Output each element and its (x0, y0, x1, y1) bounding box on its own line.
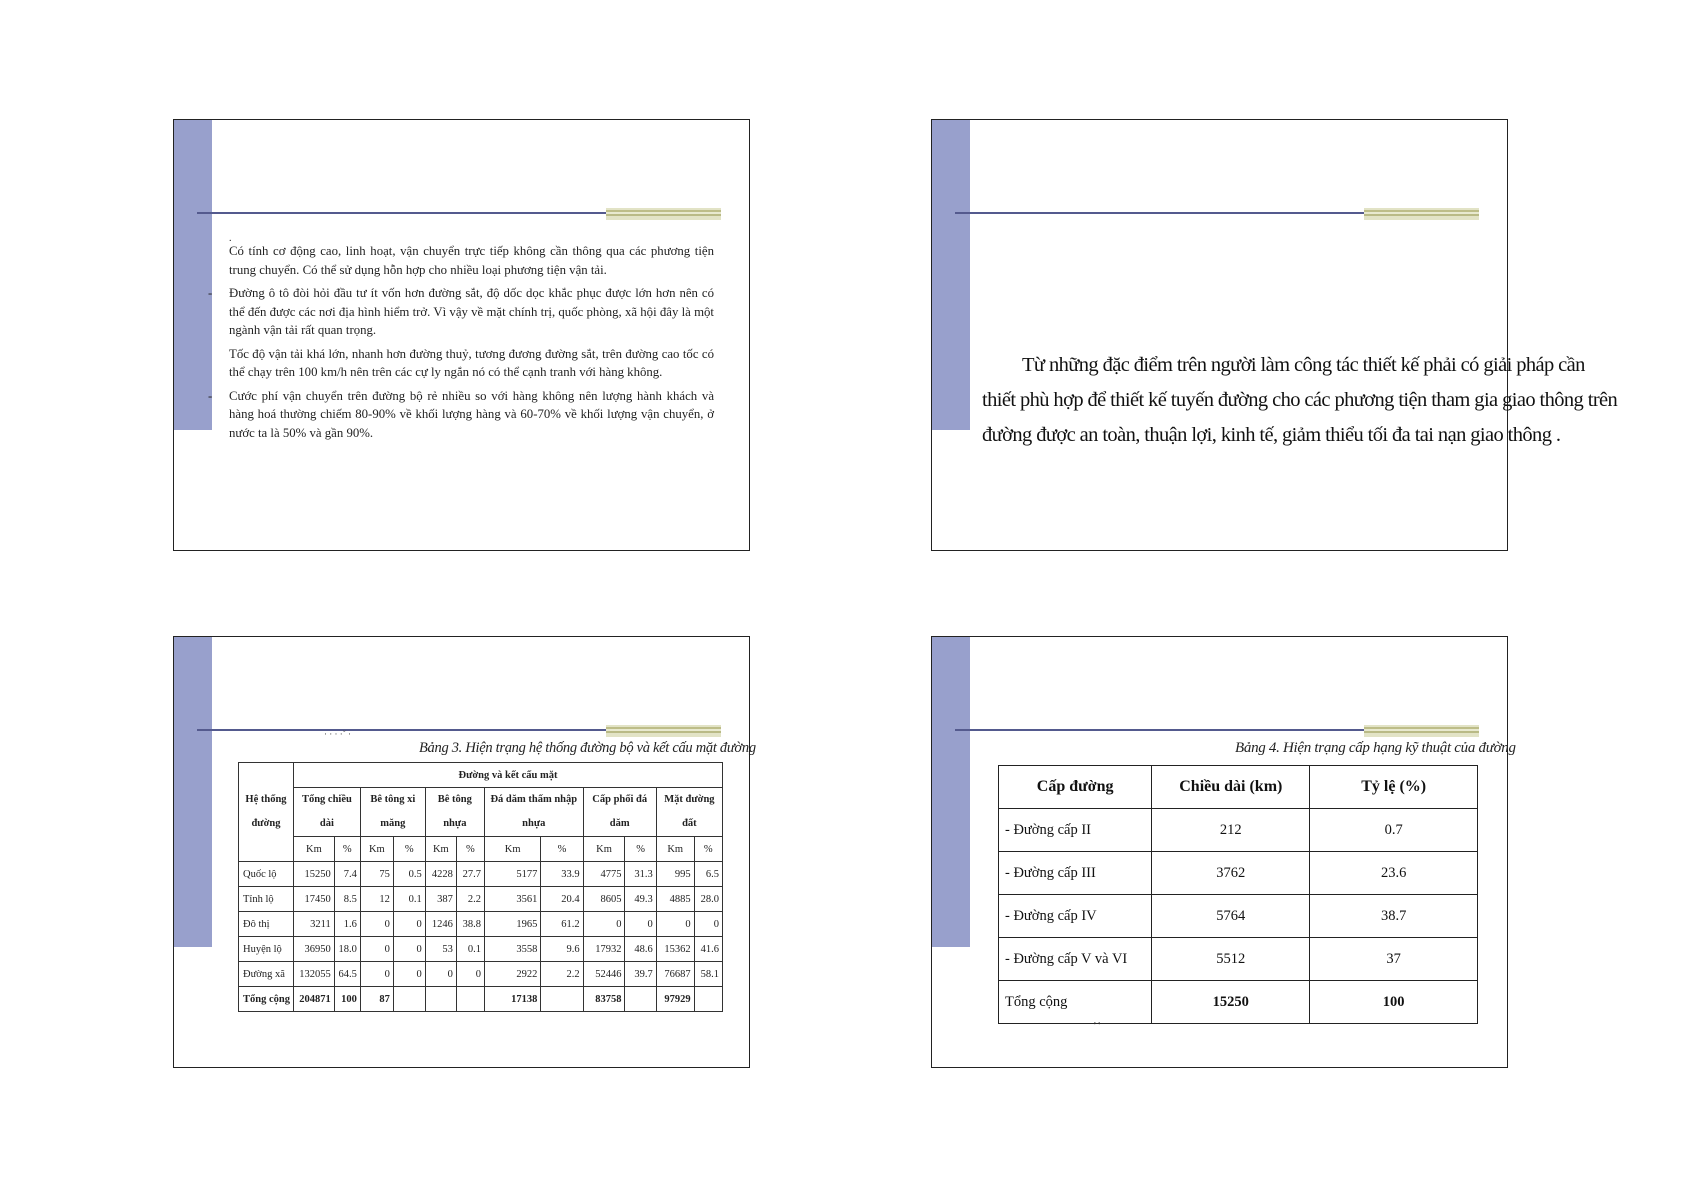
paragraph-3 (229, 345, 714, 382)
table-cell: 17450 (294, 887, 335, 912)
unit-cell: Km (484, 837, 540, 862)
table-row (999, 809, 1478, 852)
row-label: - Đường cấp III (999, 852, 1152, 895)
paragraph-4 (208, 387, 714, 443)
table-cell: 48.6 (625, 937, 656, 962)
table-cell: 995 (656, 862, 694, 887)
table-cell: 15250 (1152, 981, 1310, 1024)
table-cell: 132055 (294, 962, 335, 987)
slide-sidebar-decoration (174, 637, 212, 947)
table-cell: 7.4 (334, 862, 360, 887)
table-cell: 87 (360, 987, 393, 1012)
table-cell (425, 987, 456, 1012)
table-cell: 38.8 (456, 912, 484, 937)
table-cell: 5764 (1152, 895, 1310, 938)
table-row (999, 938, 1478, 981)
units-row (239, 837, 723, 862)
table-cell (393, 987, 425, 1012)
row-label: - Đường cấp IV (999, 895, 1152, 938)
table-cell: 39.7 (625, 962, 656, 987)
table-cell: 0 (456, 962, 484, 987)
table-cell: 41.6 (694, 937, 722, 962)
table-cell: 0 (694, 912, 722, 937)
group-header: Đường và kết cấu mặt (294, 763, 723, 788)
header-cell: Tỷ lệ (%) (1310, 766, 1478, 809)
table-cell: 8605 (583, 887, 625, 912)
unit-cell: Km (294, 837, 335, 862)
table-cell: 0 (656, 912, 694, 937)
table-4-caption: Bảng 4. Hiện trạng cấp hạng kỹ thuật của đường (1235, 740, 1516, 756)
table-cell (694, 987, 722, 1012)
unit-cell: Km (360, 837, 393, 862)
accent-bar (606, 208, 721, 220)
dash-bullet: - (208, 388, 213, 403)
body-line-2: thiết phù hợp để thiết kế tuyến đường cho các phương tiện tham gia giao thông trên (982, 389, 1618, 411)
row-label: - Đường cấp V và VI (999, 938, 1152, 981)
header-cell: Cấp đường (999, 766, 1152, 809)
table-cell: 0 (360, 962, 393, 987)
table-cell: 12 (360, 887, 393, 912)
table-cell: 0 (583, 912, 625, 937)
bullet-mark: . (229, 233, 232, 244)
table-cell: 64.5 (334, 962, 360, 987)
table-cell: 33.9 (541, 862, 583, 887)
table-cell: 37 (1310, 938, 1478, 981)
table-cell: 212 (1152, 809, 1310, 852)
table-row (239, 962, 723, 987)
table-cell: 4775 (583, 862, 625, 887)
table-cell: 8.5 (334, 887, 360, 912)
table-cell: 23.6 (1310, 852, 1478, 895)
table-cell: 38.7 (1310, 895, 1478, 938)
table-cell (625, 987, 656, 1012)
table-3-caption: Bảng 3. Hiện trạng hệ thống đường bộ và kết cấu mặt đường (419, 740, 756, 756)
table-cell: 49.3 (625, 887, 656, 912)
table-cell: 0.5 (393, 862, 425, 887)
slide-sidebar-decoration (932, 120, 970, 430)
table-cell: 27.7 (456, 862, 484, 887)
unit-cell: % (393, 837, 425, 862)
table-cell: 0 (393, 937, 425, 962)
table-cell (541, 987, 583, 1012)
table-cell: 2.2 (456, 887, 484, 912)
table-row (239, 937, 723, 962)
table-cell: 100 (334, 987, 360, 1012)
table-row (239, 862, 723, 887)
table-cell: 76687 (656, 962, 694, 987)
unit-cell: % (541, 837, 583, 862)
accent-bar (1364, 725, 1479, 737)
table-body (239, 862, 723, 1012)
table-cell: 15250 (294, 862, 335, 887)
row-label: Tổng cộng (999, 981, 1152, 1024)
table-cell: 58.1 (694, 962, 722, 987)
unit-cell: Km (425, 837, 456, 862)
table-cell: 0 (393, 962, 425, 987)
stray-marks: · · · ·˘ · (324, 729, 351, 739)
unit-cell: Km (656, 837, 694, 862)
table-cell: 100 (1310, 981, 1478, 1024)
paragraph-text: Đường ô tô đòi hỏi đầu tư ít vốn hơn đường sắt, độ dốc dọc khắc phục được lớn hơn nên có thể đến được các nơi địa hình hiểm trở. Vì vậy về mặt chính trị, quốc phòng, xã hội đây là một ngành vận tải rất quan trọng. (229, 286, 714, 337)
road-surface-table (238, 762, 723, 1012)
table-cell: 3211 (294, 912, 335, 937)
unit-cell: % (694, 837, 722, 862)
table-cell: 1246 (425, 912, 456, 937)
table-cell: 52446 (583, 962, 625, 987)
row-header: Hệ thống đường (239, 763, 294, 862)
accent-bar (606, 725, 721, 737)
slide-sidebar-decoration (174, 120, 212, 430)
table-cell: 20.4 (541, 887, 583, 912)
table-cell: 0 (393, 912, 425, 937)
table-cell: 5512 (1152, 938, 1310, 981)
road-grade-table (998, 765, 1478, 1024)
row-label: Huyện lộ (239, 937, 294, 962)
table-cell: 0 (360, 937, 393, 962)
slide-1 (173, 119, 750, 551)
paragraph-text: Cước phí vận chuyển trên đường bộ rẻ nhiều so với hàng không nên lượng hành khách và hàng hoá thường chiếm 80-90% về khối lượng hàng và 60-70% về khối lượng vận chuyển, ở nước ta là 50% và gần 90%. (229, 388, 714, 440)
paragraph-text: Tốc độ vận tải khá lớn, nhanh hơn đường thuỷ, tương đương đường sắt, trên đường cao tốc có thể chạy trên 100 km/h nên trên các cự ly ngắn nó có thể cạnh tranh với hàng không. (229, 346, 714, 379)
table-cell: 61.2 (541, 912, 583, 937)
table-cell: 1965 (484, 912, 540, 937)
slide-4 (931, 636, 1516, 1068)
row-label: Tỉnh lộ (239, 887, 294, 912)
row-label: Quốc lộ (239, 862, 294, 887)
slide-2-body (982, 348, 1618, 453)
column-header: Tổng chiều dài (294, 788, 361, 837)
table-body (999, 809, 1478, 1024)
row-label: Đô thị (239, 912, 294, 937)
table-cell: 31.3 (625, 862, 656, 887)
table-cell: 4885 (656, 887, 694, 912)
table-cell: 5177 (484, 862, 540, 887)
table-row (239, 987, 723, 1012)
table-cell: 2922 (484, 962, 540, 987)
column-header: Bê tông nhựa (425, 788, 484, 837)
paragraph-1 (229, 233, 714, 279)
table-row (999, 895, 1478, 938)
table-cell: 83758 (583, 987, 625, 1012)
table-cell: 97929 (656, 987, 694, 1012)
row-label: Tổng cộng (239, 987, 294, 1012)
body-line-3: đường được an toàn, thuận lợi, kinh tế, giảm thiểu tối đa tai nạn giao thông . (982, 424, 1561, 446)
column-header: Mặt đường đất (656, 788, 722, 837)
table-cell: 3561 (484, 887, 540, 912)
dash-bullet: - (208, 286, 213, 300)
column-header: Cấp phối đá dăm (583, 788, 656, 837)
slide-2 (931, 119, 1618, 551)
table-row (999, 981, 1478, 1024)
table-cell: 1.6 (334, 912, 360, 937)
slide-1-body (208, 233, 714, 447)
stray-ticks: ' ' (1094, 1021, 1101, 1032)
unit-cell: % (625, 837, 656, 862)
table-row (239, 912, 723, 937)
table-cell: 3762 (1152, 852, 1310, 895)
body-line-1: Từ những đặc điểm trên người làm công tác thiết kế phải có giải pháp cần (1022, 354, 1585, 376)
table-cell (456, 987, 484, 1012)
table-cell: 17138 (484, 987, 540, 1012)
table-cell: 15362 (656, 937, 694, 962)
table-row (999, 852, 1478, 895)
accent-bar (1364, 208, 1479, 220)
header-row (999, 766, 1478, 809)
table-cell: 17932 (583, 937, 625, 962)
table-cell: 6.5 (694, 862, 722, 887)
row-label: Đường xã (239, 962, 294, 987)
unit-cell: % (456, 837, 484, 862)
table-cell: 4228 (425, 862, 456, 887)
table-cell: 18.0 (334, 937, 360, 962)
table-cell: 0.1 (393, 887, 425, 912)
slide-3 (173, 636, 756, 1068)
slide-sidebar-decoration (932, 637, 970, 947)
unit-cell: Km (583, 837, 625, 862)
table-cell: 53 (425, 937, 456, 962)
table-cell: 387 (425, 887, 456, 912)
table-cell: 0 (625, 912, 656, 937)
row-label: - Đường cấp II (999, 809, 1152, 852)
table-cell: 9.6 (541, 937, 583, 962)
table-cell: 36950 (294, 937, 335, 962)
header-cell: Chiều dài (km) (1152, 766, 1310, 809)
table-cell: 0 (360, 912, 393, 937)
table-cell: 75 (360, 862, 393, 887)
table-row (239, 887, 723, 912)
column-header: Bê tông xi măng (360, 788, 425, 837)
table-cell: 0.1 (456, 937, 484, 962)
table-cell: 0.7 (1310, 809, 1478, 852)
table-cell: 2.2 (541, 962, 583, 987)
table-cell: 204871 (294, 987, 335, 1012)
paragraph-2 (208, 284, 714, 340)
table-cell: 28.0 (694, 887, 722, 912)
unit-cell: % (334, 837, 360, 862)
column-header: Đá dăm thấm nhập nhựa (484, 788, 583, 837)
table-cell: 0 (425, 962, 456, 987)
table-cell: 3558 (484, 937, 540, 962)
paragraph-text: Có tính cơ động cao, linh hoạt, vận chuyển trực tiếp không cần thông qua các phương tiện trung chuyển. Có thể sử dụng hỗn hợp cho nhiều loại phương tiện vận tải. (229, 244, 714, 277)
